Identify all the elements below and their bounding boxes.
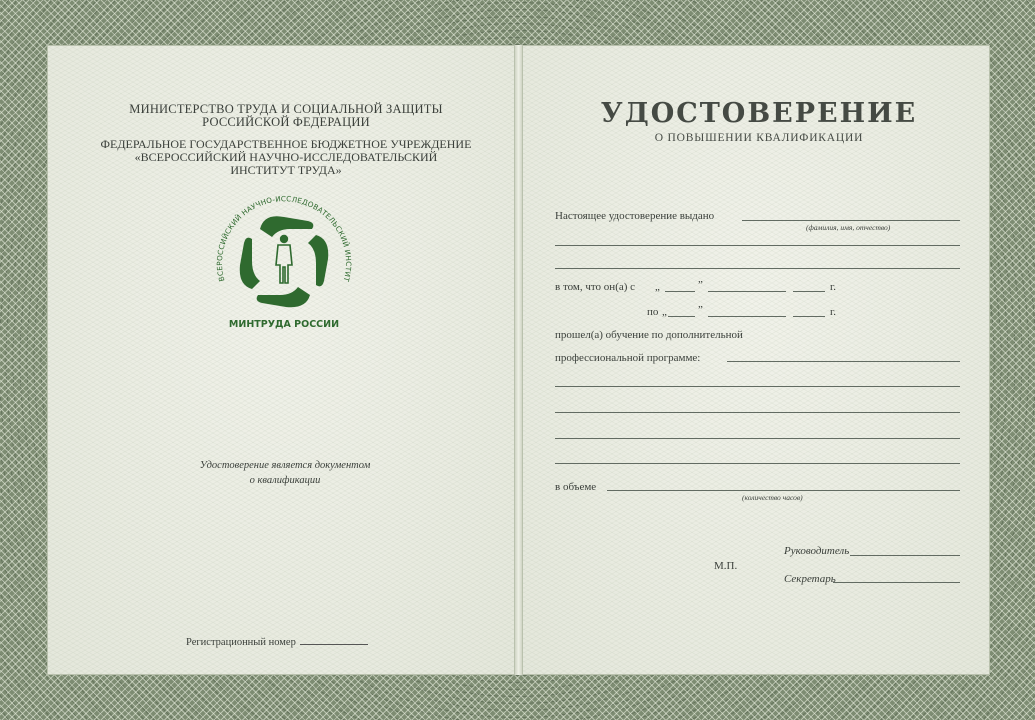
seal-label: М.П. [714, 560, 738, 572]
from-year-suffix: г. [830, 281, 837, 293]
program-blank-2[interactable] [555, 386, 960, 387]
institution-heading [100, 138, 472, 177]
page-fold [515, 45, 522, 675]
to-quote-close: ” [698, 304, 703, 316]
from-year-blank[interactable] [793, 291, 825, 292]
director-signature-blank[interactable] [850, 555, 960, 556]
name-blank-line[interactable] [742, 220, 960, 221]
institution-line-1: ФЕДЕРАЛЬНОЕ ГОСУДАРСТВЕННОЕ БЮДЖЕТНОЕ УЧРЕЖДЕНИЕ [100, 137, 472, 151]
registration-label: Регистрационный номер [186, 637, 296, 648]
program-blank-5[interactable] [555, 463, 960, 464]
document-note-line-2: о квалификации [249, 475, 321, 486]
director-label: Руководитель [784, 545, 850, 557]
emblem-logo [204, 187, 364, 337]
from-day-blank[interactable] [665, 291, 695, 292]
from-date-label: в том, что он(а) с [555, 281, 636, 293]
program-blank-4[interactable] [555, 438, 960, 439]
program-blank-3[interactable] [555, 412, 960, 413]
document-note-line-1: Удостоверение является документом [199, 460, 371, 471]
name-hint: (фамилия, имя, отчество) [806, 223, 891, 232]
emblem-bottom-text: МИНТРУДА РОССИИ [228, 319, 340, 330]
secretary-signature-blank[interactable] [833, 582, 960, 583]
institute-emblem [204, 187, 364, 337]
completed-line-1: прошел(а) обучение по дополнительной [555, 329, 743, 341]
to-year-suffix: г. [830, 306, 837, 318]
secretary-label: Секретарь [784, 573, 836, 585]
to-day-blank[interactable] [668, 316, 695, 317]
certificate-title: УДОСТОВЕРЕНИЕ [600, 98, 918, 129]
to-date-label: по [647, 306, 659, 318]
name-line-3[interactable] [555, 268, 960, 269]
registration-blank[interactable] [300, 635, 368, 645]
to-year-blank[interactable] [793, 316, 825, 317]
certificate-subtitle: О ПОВЫШЕНИИ КВАЛИФИКАЦИИ [654, 132, 864, 144]
volume-label: в объеме [555, 481, 597, 493]
institution-line-3: ИНСТИТУТ ТРУДА» [230, 163, 342, 177]
from-quote-close: ” [698, 279, 703, 291]
institution-line-2: «ВСЕРОССИЙСКИЙ НАУЧНО-ИССЛЕДОВАТЕЛЬСКИЙ [134, 150, 438, 164]
hours-blank[interactable] [607, 490, 960, 491]
from-quote-open: „ [655, 281, 660, 293]
program-blank-1[interactable] [727, 361, 960, 362]
emblem-arc-text: ВСЕРОССИЙСКИЙ НАУЧНО-ИССЛЕДОВАТЕЛЬСКИЙ ИНСТИТ [215, 194, 354, 283]
registration-number-field [186, 635, 368, 648]
completed-line-2: профессиональной программе: [555, 352, 701, 364]
document-note [180, 458, 390, 488]
to-month-blank[interactable] [708, 316, 786, 317]
to-quote-open: „ [662, 306, 667, 318]
hours-hint: (количество часов) [742, 493, 803, 502]
issued-to-label: Настоящее удостоверение выдано [555, 210, 715, 222]
from-month-blank[interactable] [708, 291, 786, 292]
name-line-2[interactable] [555, 245, 960, 246]
ministry-heading: МИНИСТЕРСТВО ТРУДА И СОЦИАЛЬНОЙ ЗАЩИТЫ РОССИЙСКОЙ ФЕДЕРАЦИИ [129, 102, 443, 129]
